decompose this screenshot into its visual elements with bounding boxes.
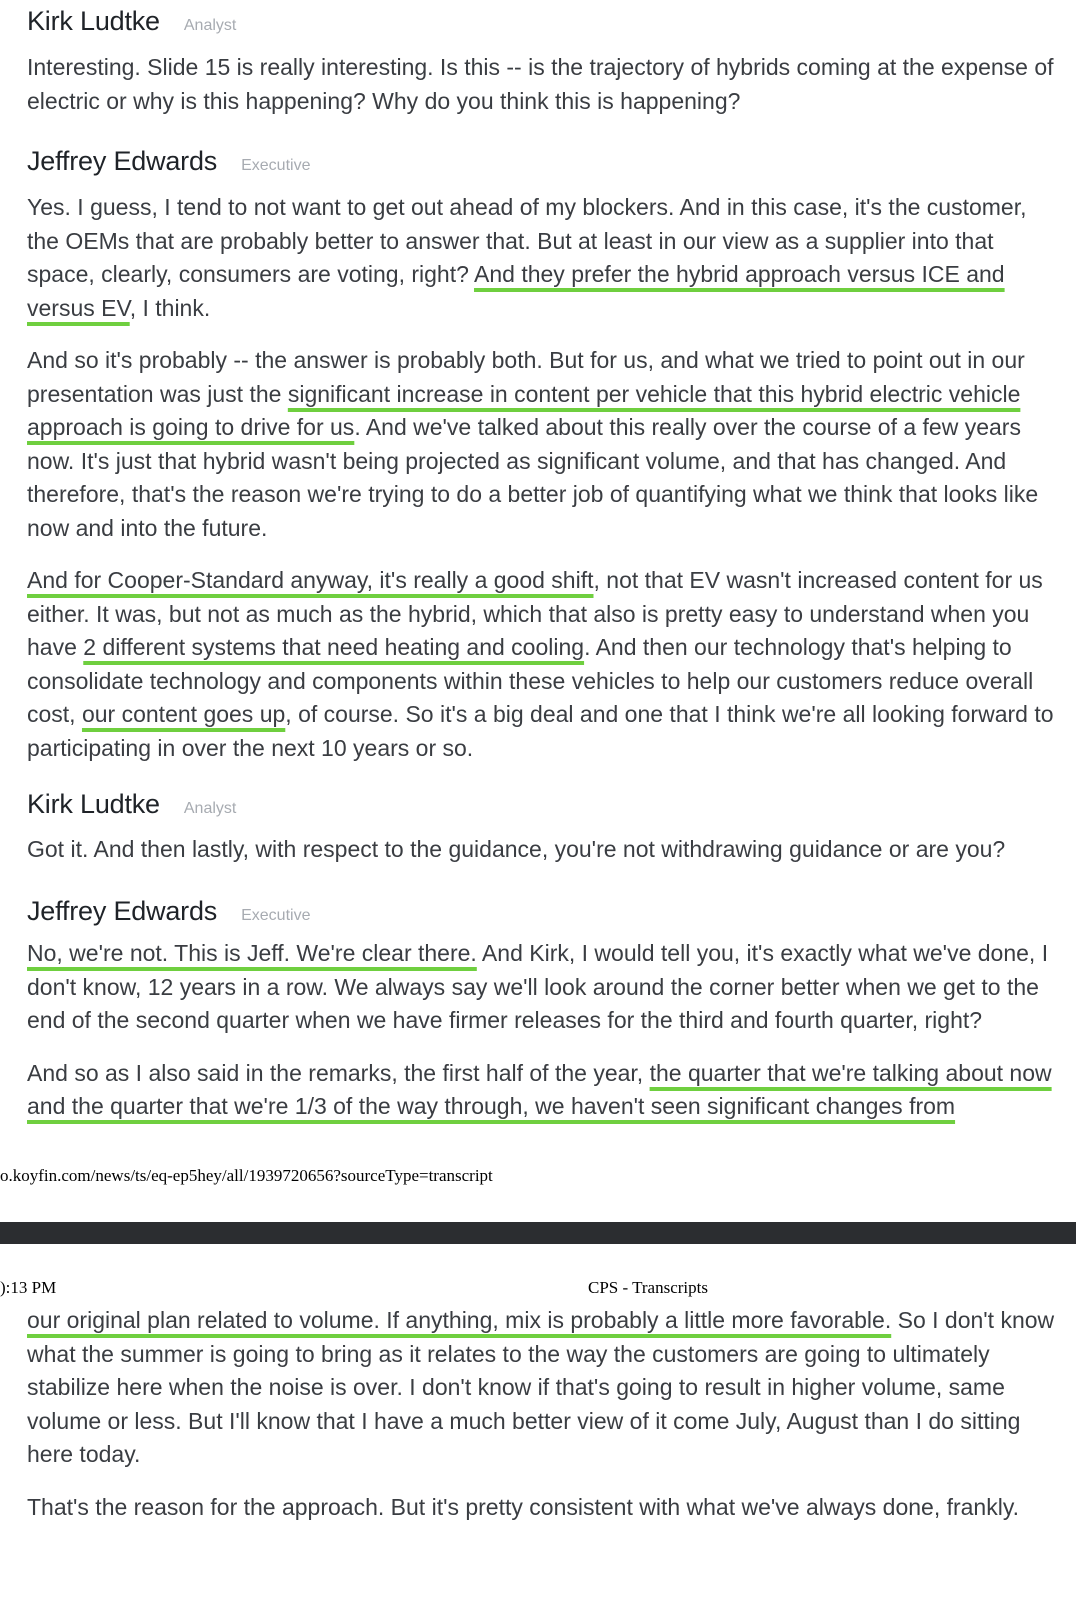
paragraph — [27, 344, 1057, 545]
highlighted-text: 2 different systems that need heating and cooling — [83, 634, 585, 660]
text-segment: That's the reason for the approach. But it's pretty consistent with what we've always done, frankly. — [27, 1493, 1020, 1520]
speaker-header — [27, 146, 1057, 180]
text-segment: And so as I also said in the remarks, the first half of the year, — [27, 1059, 650, 1086]
paragraph — [27, 937, 1057, 1038]
page-break-bar — [0, 1222, 1076, 1244]
paragraph — [27, 1057, 1057, 1124]
highlighted-text: And they prefer the hybrid approach versus ICE and versus EV — [27, 261, 1005, 321]
paragraph — [27, 51, 1057, 118]
speaker-role: Analyst — [183, 800, 237, 817]
transcript-entry — [27, 896, 1057, 1124]
transcript-entry — [27, 6, 1057, 118]
highlighted-text: the quarter that we're talking about now and the quarter that we're 1/3 of the way through, we haven't seen significant changes from — [27, 1059, 1052, 1119]
paragraph — [27, 1491, 1057, 1525]
paragraph — [27, 1304, 1057, 1472]
transcript-entry — [27, 146, 1057, 765]
speaker-role: Executive — [241, 907, 311, 924]
speaker-header — [27, 6, 1057, 40]
speaker-name: Jeffrey Edwards — [27, 146, 218, 176]
speaker-name: Kirk Ludtke — [27, 789, 160, 819]
highlighted-text: And for Cooper-Standard anyway, it's really a good shift — [27, 567, 594, 593]
text-segment: And so it's probably -- the answer is probably both. But for us, and what we tried to point out in our presentation was just the — [27, 347, 1025, 407]
text-segment: . And we've talked about this really over the course of a few years now. It's just that hybrid wasn't being projected as significant volume, and that has changed. And therefore, that's the reason we're trying to do a better job of quantifying what we think that looks like now and into the future. — [27, 414, 1039, 541]
speaker-role: Executive — [241, 157, 311, 174]
paragraph — [27, 564, 1057, 765]
print-header-time: ):13 PM — [0, 1278, 57, 1297]
highlighted-text: our original plan related to volume. If anything, mix is probably a little more favorable. — [27, 1307, 892, 1333]
speaker-name: Kirk Ludtke — [27, 6, 160, 36]
speaker-header — [27, 789, 1057, 823]
text-segment: Got it. And then lastly, with respect to the guidance, you're not withdrawing guidance or are you? — [27, 836, 1006, 862]
print-header-title: CPS - Transcripts — [588, 1278, 708, 1297]
text-segment: And Kirk, I would tell you, it's exactly what we've done, I don't know, 12 years in a row. We always say we'll look around the corner better when we get to the end of the second quarter when we have firmer releases for the third and fourth quarter, right? — [27, 940, 1049, 1033]
paragraph — [27, 833, 1057, 867]
text-segment: , I think. — [129, 294, 211, 321]
speaker-header — [27, 896, 1057, 930]
highlighted-text: No, we're not. This is Jeff. We're clear there. — [27, 940, 477, 966]
text-segment: So I don't know what the summer is going to bring as it relates to the way the customers are going to ultimately stabilize here when the noise is over. I don't know if that's going to result in higher volume, same volume or less. But I'll know that I have a much better view of it come July, August than I do sitting here today. — [27, 1307, 1055, 1467]
speaker-role: Analyst — [183, 17, 237, 34]
transcript-continuation — [27, 1304, 1057, 1524]
text-segment: , not that EV wasn't increased content for us either. It was, but not as much as the hybrid, which that also is pretty easy to understand when you have — [27, 567, 1043, 660]
transcript-entry — [27, 789, 1057, 867]
text-segment: . And then our technology that's helping to consolidate technology and components within these vehicles to help our customers reduce overall cost, — [27, 634, 1034, 727]
highlighted-text: significant increase in content per vehicle that this hybrid electric vehicle approach is going to drive for us — [27, 380, 1021, 440]
paragraph — [27, 191, 1057, 325]
highlighted-text: our content goes up — [81, 701, 286, 727]
speaker-name: Jeffrey Edwards — [27, 896, 218, 926]
text-segment: , of course. So it's a big deal and one that I think we're all looking forward to participating in over the next 10 years or so. — [27, 701, 1054, 761]
text-segment: Interesting. Slide 15 is really interesting. Is this -- is the trajectory of hybrids coming at the expense of electric or why is this happening? Why do you think this is happening? — [27, 54, 1054, 114]
text-segment: Yes. I guess, I tend to not want to get out ahead of my blockers. And in this case, it's the customer, the OEMs that are probably better to answer that. But at least in our view as a supplier into that space, clearly, consumers are voting, right? — [27, 194, 1027, 287]
print-footer-url: o.koyfin.com/news/ts/eq-ep5hey/all/1939720656?sourceType=transcript — [0, 1166, 493, 1185]
